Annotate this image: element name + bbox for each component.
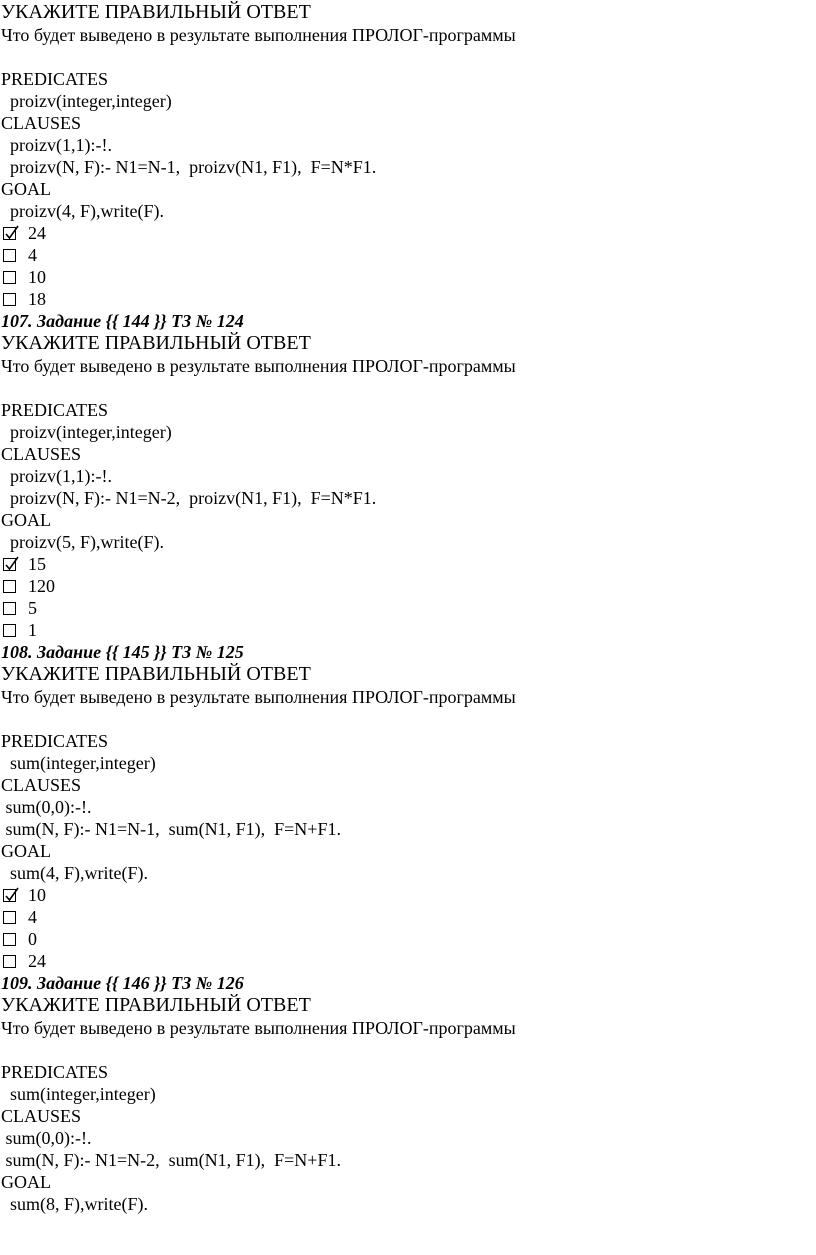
checked-box-icon[interactable] <box>3 227 16 240</box>
question-title: УКАЖИТЕ ПРАВИЛЬНЫЙ ОТВЕТ <box>1 994 311 1016</box>
checkbox-icon[interactable] <box>3 602 16 615</box>
code-line: proizv(integer,integer) <box>1 422 172 442</box>
question-block <box>1 1 813 310</box>
answer-option[interactable] <box>1 553 813 575</box>
option-label: 4 <box>28 907 37 927</box>
code-line: PREDICATES <box>1 400 109 420</box>
code-line: GOAL <box>1 179 51 199</box>
option-label: 0 <box>28 929 37 949</box>
blank-line <box>1 46 813 68</box>
checked-box-icon[interactable] <box>3 889 16 902</box>
option-label: 24 <box>28 951 46 971</box>
code-line: CLAUSES <box>1 1106 82 1126</box>
option-label: 10 <box>28 885 46 905</box>
option-label: 4 <box>28 245 37 265</box>
checkbox-icon[interactable] <box>3 911 16 924</box>
option-label: 10 <box>28 267 46 287</box>
blank-line <box>1 1039 813 1061</box>
code-line: proizv(N, F):- N1=N-2, proizv(N1, F1), F=N*F1. <box>1 488 377 508</box>
code-line: CLAUSES <box>1 775 82 795</box>
code-line: GOAL <box>1 1172 51 1192</box>
code-line: GOAL <box>1 841 51 861</box>
answer-option[interactable] <box>1 575 813 597</box>
question-title: УКАЖИТЕ ПРАВИЛЬНЫЙ ОТВЕТ <box>1 663 311 685</box>
document-page <box>1 1 813 1215</box>
checkbox-icon[interactable] <box>3 933 16 946</box>
code-line: sum(integer,integer) <box>1 753 156 773</box>
code-line: proizv(1,1):-!. <box>1 466 112 486</box>
code-line: sum(4, F),write(F). <box>1 863 148 883</box>
question-prompt: Что будет выведено в результате выполнения ПРОЛОГ-программы <box>1 25 516 45</box>
code-line: sum(integer,integer) <box>1 1084 156 1104</box>
checkbox-icon[interactable] <box>3 624 16 637</box>
answer-option[interactable] <box>1 244 813 266</box>
question-prompt: Что будет выведено в результате выполнения ПРОЛОГ-программы <box>1 1018 516 1038</box>
question-title: УКАЖИТЕ ПРАВИЛЬНЫЙ ОТВЕТ <box>1 1 311 23</box>
blank-line <box>1 377 813 399</box>
code-line: sum(N, F):- N1=N-1, sum(N1, F1), F=N+F1. <box>1 819 341 839</box>
blank-line <box>1 708 813 730</box>
code-line: sum(0,0):-!. <box>1 1128 92 1148</box>
option-label: 1 <box>28 620 37 640</box>
answer-option[interactable] <box>1 884 813 906</box>
answer-option[interactable] <box>1 266 813 288</box>
code-line: proizv(integer,integer) <box>1 91 172 111</box>
question-prompt: Что будет выведено в результате выполнения ПРОЛОГ-программы <box>1 356 516 376</box>
checkbox-icon[interactable] <box>3 249 16 262</box>
checkbox-icon[interactable] <box>3 293 16 306</box>
question-block <box>1 972 813 1215</box>
code-line: proizv(N, F):- N1=N-1, proizv(N1, F1), F=N*F1. <box>1 157 377 177</box>
question-block <box>1 310 813 641</box>
option-label: 24 <box>28 223 46 243</box>
question-prompt: Что будет выведено в результате выполнения ПРОЛОГ-программы <box>1 687 516 707</box>
answer-option[interactable] <box>1 288 813 310</box>
answer-option[interactable] <box>1 619 813 641</box>
answer-option[interactable] <box>1 597 813 619</box>
checkbox-icon[interactable] <box>3 271 16 284</box>
code-line: sum(8, F),write(F). <box>1 1194 148 1214</box>
answer-option[interactable] <box>1 928 813 950</box>
checkbox-icon[interactable] <box>3 580 16 593</box>
question-block <box>1 641 813 972</box>
code-line: proizv(1,1):-!. <box>1 135 112 155</box>
code-line: proizv(4, F),write(F). <box>1 201 164 221</box>
option-label: 15 <box>28 554 46 574</box>
code-line: sum(0,0):-!. <box>1 797 92 817</box>
question-header: 108. Задание {{ 145 }} ТЗ № 125 <box>1 642 244 662</box>
code-line: CLAUSES <box>1 444 82 464</box>
option-label: 120 <box>28 576 55 596</box>
code-line: PREDICATES <box>1 69 109 89</box>
checkbox-icon[interactable] <box>3 955 16 968</box>
code-line: CLAUSES <box>1 113 82 133</box>
answer-option[interactable] <box>1 906 813 928</box>
code-line: sum(N, F):- N1=N-2, sum(N1, F1), F=N+F1. <box>1 1150 341 1170</box>
option-label: 5 <box>28 598 37 618</box>
code-line: PREDICATES <box>1 731 109 751</box>
question-header: 107. Задание {{ 144 }} ТЗ № 124 <box>1 311 244 331</box>
answer-option[interactable] <box>1 950 813 972</box>
code-line: GOAL <box>1 510 51 530</box>
checked-box-icon[interactable] <box>3 558 16 571</box>
option-label: 18 <box>28 289 46 309</box>
question-header: 109. Задание {{ 146 }} ТЗ № 126 <box>1 973 244 993</box>
code-line: proizv(5, F),write(F). <box>1 532 164 552</box>
answer-option[interactable] <box>1 222 813 244</box>
question-title: УКАЖИТЕ ПРАВИЛЬНЫЙ ОТВЕТ <box>1 332 311 354</box>
code-line: PREDICATES <box>1 1062 109 1082</box>
